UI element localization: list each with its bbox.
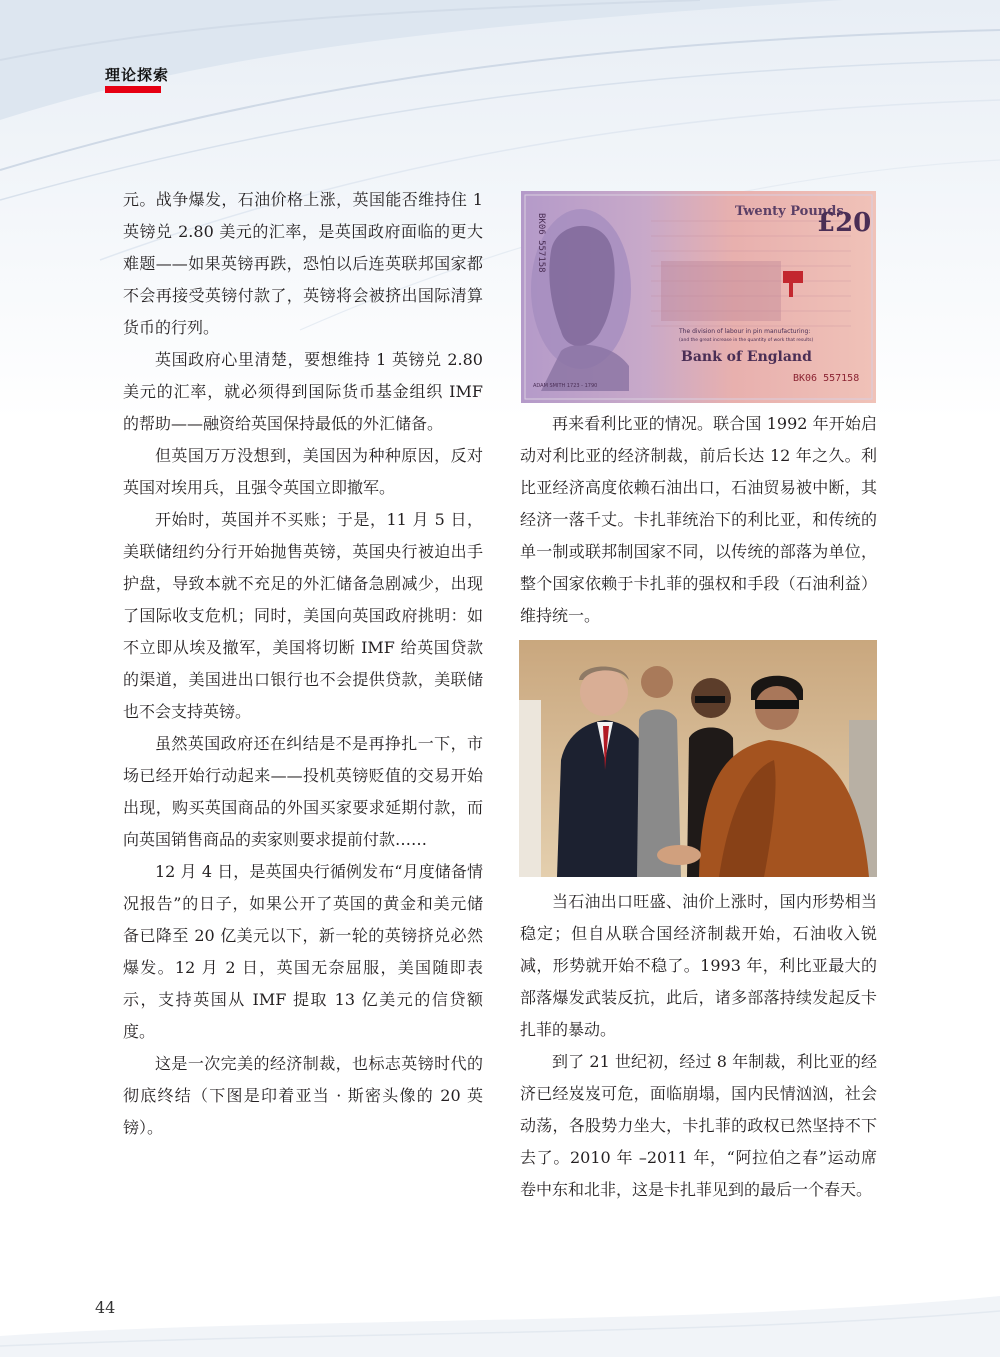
paragraph: 英国政府心里清楚，要想维持 1 英镑兑 2.80 美元的汇率，就必须得到国际货币基金组织 IMF 的帮助——融资给英国保持最低的外汇储备。 [123,350,483,433]
paragraph: 但英国万万没想到，美国因为种种原因，反对英国对埃用兵，且强令英国立即撤军。 [123,446,483,497]
note-serial-vertical: BK06 557158 [536,213,546,273]
meeting-photo [519,640,877,877]
paragraph: 开始时，英国并不买账；于是，11 月 5 日，美联储纽约分行开始抛售英镑，英国央行被迫出手护盘，导致本就不充足的外汇储备急剧减少，出现了国际收支危机；同时，美国向英国政府挑明：如不立即从埃及撤军，美国将切断 IMF 给英国贷款的渠道，美国进出口银行也不会提供贷款，美联储也不会支持英镑。 [123,510,483,721]
note-issuer: Bank of England [681,349,812,365]
paragraph: 元。战争爆发，石油价格上涨，英国能否维持住 1 英镑兑 2.80 美元的汇率，是英国政府面临的更大难题——如果英镑再跌，恐怕以后连英联邦国家都不会再接受英镑付款了，英镑将会被挤出国际清算货币的行列。 [123,190,483,337]
paragraph: 当石油出口旺盛、油价上涨时，国内形势相当稳定；但自从联合国经济制裁开始，石油收入锐减，形势就开始不稳了。1993 年，利比亚最大的部落爆发武装反抗，此后，诸多部落持续发起反卡扎菲的暴动。 [520,892,877,1039]
note-denomination: £20 [817,208,872,238]
paragraph: 再来看利比亚的情况。联合国 1992 年开始启动对利比亚的经济制裁，前后长达 12 年之久。利比亚经济高度依赖石油出口，石油贸易被中断，其经济一落千丈。卡扎菲统治下的利比亚，和传统的单一制或联邦制国家不同，以传统的部落为单位，整个国家依赖于卡扎菲的强权和手段（石油利益）维持统一。 [520,414,877,625]
left-column [123,184,483,1144]
note-caption-sub: (and the great increase in the quantity of work that results) [679,338,814,343]
right-column-top [520,408,877,632]
right-column-bottom [520,886,877,1206]
paragraph: 虽然英国政府还在纠结是不是再挣扎一下，市场已经开始行动起来——投机英镑贬值的交易开始出现，购买英国商品的外国买家要求延期付款，而向英国销售商品的卖家则要求提前付款…… [123,734,483,849]
page-number: 44 [95,1298,116,1317]
note-caption: The division of labour in pin manufacturing: [679,328,811,335]
note-serial: BK06 557158 [793,373,860,384]
bottom-decoration [0,1256,1000,1357]
section-tag: 理论探索 [105,66,170,84]
note-portrait-name: ADAM SMITH 1723 - 1790 [533,383,598,389]
note-title: Twenty Pounds [735,204,844,219]
paragraph: 到了 21 世纪初，经过 8 年制裁，利比亚的经济已经岌岌可危，面临崩塌，国内民情汹汹，社会动荡，各股势力坐大，卡扎菲的政权已然坚持不下去了。2010 年 –2011 年，“阿拉伯之春”运动席卷中东和北非，这是卡扎菲见到的最后一个春天。 [520,1052,877,1199]
twenty-pound-note-image [521,191,876,403]
section-accent-bar [105,86,161,93]
paragraph: 这是一次完美的经济制裁，也标志英镑时代的彻底终结（下图是印着亚当 · 斯密头像的 20 英镑）。 [123,1054,483,1137]
paragraph: 12 月 4 日，是英国央行循例发布“月度储备情况报告”的日子，如果公开了英国的黄金和美元储备已降至 20 亿美元以下，新一轮的英镑挤兑必然爆发。12 月 2 日，英国无奈屈服，美国随即表示，支持英国从 IMF 提取 13 亿美元的信贷额度。 [123,862,483,1041]
